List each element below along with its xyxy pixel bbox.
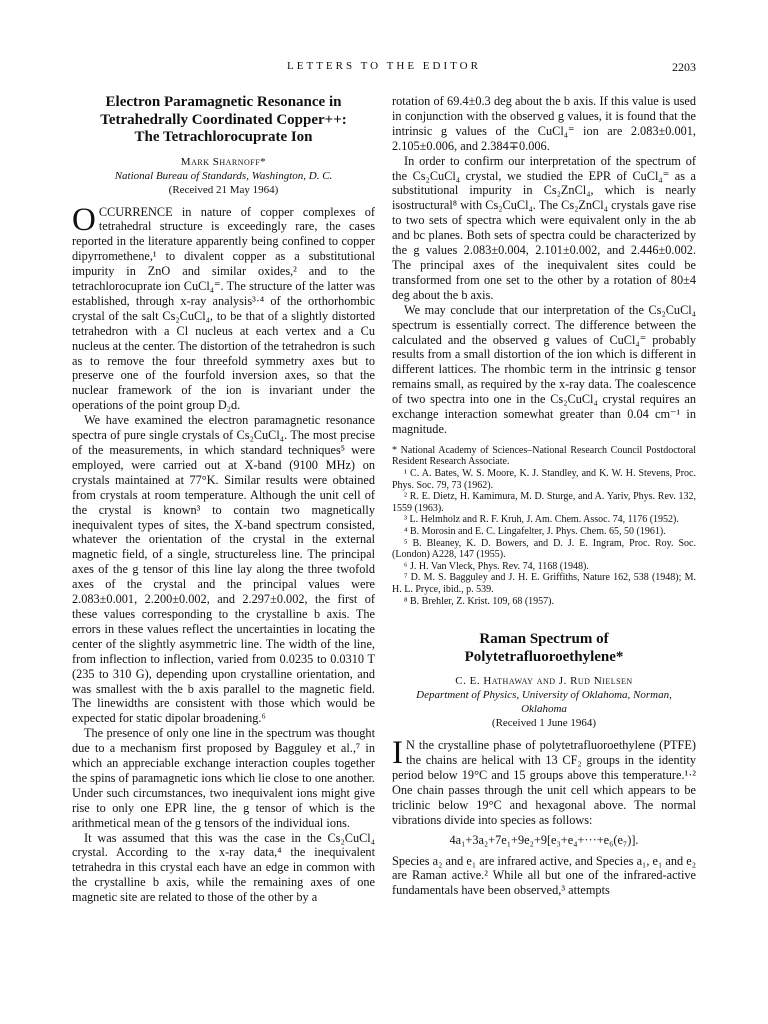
footnote: ⁵ B. Bleaney, K. D. Bowers, and D. J. E. Ingram, Proc. Roy. Soc. (London) A228, 147 (1955).: [392, 537, 696, 561]
footnote: ¹ C. A. Bates, W. S. Moore, K. J. Standley, and K. W. H. Stevens, Proc. Phys. Soc. 79, 73 (1962).: [392, 468, 696, 491]
footnote: * National Academy of Sciences–National Research Council Postdoctoral Resident Research Associate.: [392, 444, 696, 468]
article2-received: (Received 1 June 1964): [491, 717, 597, 730]
page-number: 2203: [672, 60, 696, 74]
drop-cap: O: [72, 201, 96, 238]
footnote: ⁶ J. H. Van Vleck, Phys. Rev. 74, 1168 (1948).: [404, 560, 589, 572]
page-header: [72, 60, 696, 76]
article2: [392, 631, 696, 898]
article1-paragraph-5: rotation of 69.4±0.3 deg about the b axis. If this value is used in conjunction with the observed g values, it is found that the intrinsic g values of the CuCl₄⁼ ion are 2.083±0.001, 2.105±0.006, and 2.384∓0.006.: [392, 94, 696, 153]
article2-affiliation: Department of Physics, University of Oklahoma, Norman, Oklahoma: [416, 689, 672, 716]
article1-author: Mark Sharnoff*: [180, 155, 267, 168]
article1-paragraph-1: OCCURRENCE in nature of copper complexes of tetrahedral structure is exceedingly rare, the cases reported in the literature apparently being confined to copper dipyrromethene,¹ to divalent copper as a substitutional impurity in ZnO and similar oxides,² and to the tetrachlorocuprate ion CuCl₄⁼. The structure of the latter was established, through x-ray analysis³·⁴ of the orthorhombic crystal of the salt Cs₂CuCl₄, to be that of a slightly distorted tetrahedron with a Cl nucleus at each vertex and a Cu nucleus at the center. The distortion of the tetrahedron is such as to remove the four threefold symmetry axes but to preserve one of the fourfold inversion axes, so that the nuclear framework of the ion is invariant under the operations of the point group D₂d.: [72, 201, 375, 413]
article1-paragraph-7: We may conclude that our interpretation of the Cs₂CuCl₄ spectrum is essentially correct. The difference between the calculated and the observed g values of CuCl₄⁼ probably results from a small distortion of the ion which is different in different lattices. The rhombic term in the intrinsic g tensor remains small, as required by the x-ray data. The coalescence of two spectra into one in the Cs₂CuCl₄ crystal requires an exchange interaction somewhat greater than 0.04 cm⁻¹ in magnitude.: [392, 302, 696, 436]
right-column: [392, 94, 696, 898]
article2-author: C. E. Hathaway and J. Rud Nielsen: [455, 675, 633, 688]
species-equation: 4a₁+3a₂+7e₁+9e₂+9[e₃+e₄+···+e₆(e₇)].: [449, 832, 639, 847]
article2-title: Raman Spectrum of Polytetrafluoroethylene*: [464, 631, 624, 665]
article2-paragraph-1: I N the crystalline phase of polytetrafluoroethylene (PTFE) the chains are helical with 13 CF₂ groups in the identity period below 19°C and 15 groups above this temperature.¹·² One chain passes through the unit cell which appears to be triclinic below 19°C and hexagonal above. The normal vibrations divide into species as follows:: [392, 735, 696, 827]
article1-affiliation: National Bureau of Standards, Washington, D. C.: [114, 169, 333, 182]
footnote: ⁸ B. Brehler, Z. Krist. 109, 68 (1957).: [404, 595, 555, 607]
article1-title: Electron Paramagnetic Resonance in Tetrahedrally Coordinated Copper++: The Tetrachlorocuprate Ion: [100, 94, 347, 145]
article1-paragraph-2: We have examined the electron paramagnetic resonance spectra of pure single crystals of Cs₂CuCl₄. The most precise of the measurements, in which standard techniques⁵ were employed, were carried out at X-band (9100 MHz) on crystals maintained at 77°K. Similar results were obtained from crystals at room temperature. Although the unit cell of the crystal is known³ to contain two magnetically inequivalent types of sites, the X-band spectrum consisted, whatever the orientation of the crystal in the external magnetic field, of a single, structureless line. The principal axes of the g tensor of this line lay along the three twofold axes of the crystal and the principal values were 2.083±0.001, 2.200±0.002, and 2.297±0.002, the first of these values corresponding to the crystalline b axis. The errors in these values reflect the uncertainties in locating the center of the slightly asymmetric line. The width of the line, from inflection to inflection, varied from 0.0235 to 0.0310 T (235 to 310 G), depending upon crystalline orientation, and was smallest with the b axis parallel to the magnetic field. The linewidths are consistent with those which would be expected for static dipolar broadening.⁶: [72, 413, 375, 726]
footnote: ⁷ D. M. S. Bagguley and J. H. E. Griffiths, Nature 162, 538 (1948); M. H. L. Pryce, ibid., p. 539.: [392, 572, 696, 595]
article1-received: (Received 21 May 1964): [168, 183, 279, 196]
footnote: ³ L. Helmholz and R. F. Kruh, J. Am. Chem. Assoc. 74, 1176 (1952).: [404, 514, 679, 526]
article1-paragraph-6: In order to confirm our interpretation of the spectrum of the Cs₂CuCl₄ crystal, we studied the EPR of CuCl₄⁼ as a substitutional impurity in Cs₂ZnCl₄, which is nearly isostructural⁸ with Cs₂CuCl₄. The Cs₂ZnCl₄ crystals gave rise to two sets of spectra which were equivalent only in the ab and bc planes. Both sets of spectra could be characterized by the g values 2.083±0.004, 2.101±0.002, and 2.446±0.002. The principal axes of the inequivalent sites could be transformed from one set to the other by a rotation of 80±4 deg about the b axis.: [392, 153, 696, 302]
article1-paragraph-3: The presence of only one line in the spectrum was thought due to a mechanism first proposed by Bagguley et al.,⁷ in which an appreciable exchange interaction couples together the spins of paramagnetic ions which lie close to one another. Under such circumstances, two inequivalent ions might give rise to only one EPR line, the g tensor of which is the arithmetical mean of the g tensors of the individual ions.: [72, 726, 375, 830]
footnote: ⁴ B. Morosin and E. C. Lingafelter, J. Phys. Chem. 65, 50 (1961).: [404, 526, 666, 537]
article1-paragraph-4: It was assumed that this was the case in the Cs₂CuCl₄ crystal. According to the x-ray data,⁴ the inequivalent tetrahedra in this crystal each have an edge in common with the crystalline b axis, while the remaining axes of one magnetic site are related to those of the other by a: [72, 830, 375, 905]
footnotes: [392, 445, 696, 607]
drop-cap: I: [392, 735, 403, 772]
running-title: LETTERS TO THE EDITOR: [287, 60, 481, 72]
article2-paragraph-2: Species a₂ and e₁ are infrared active, and Species a₁, e₁ and e₂ are Raman active.² While all but one of the infrared-active fundamentals have been observed,³ attempts: [392, 853, 696, 898]
footnote: ² R. E. Dietz, H. Kamimura, M. D. Sturge, and A. Yariv, Phys. Rev. 132, 1559 (1963).: [392, 491, 696, 514]
left-column: [72, 94, 375, 905]
